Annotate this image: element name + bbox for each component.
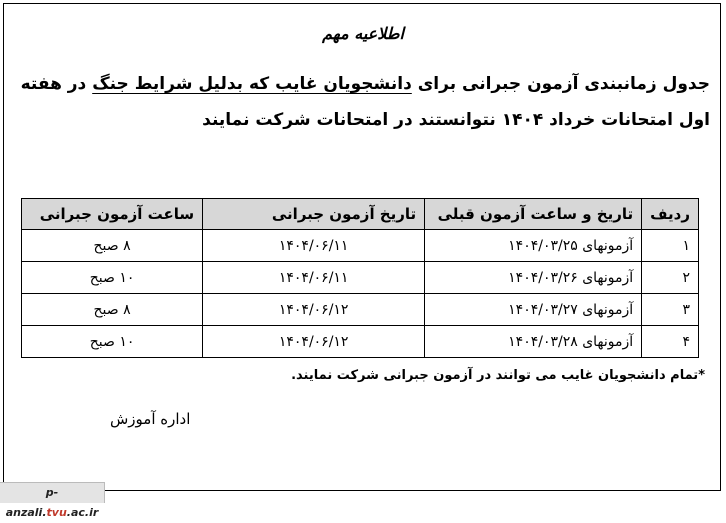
watermark-suffix: .ac.ir [66, 506, 99, 519]
table-row [22, 230, 699, 262]
previous-exam-cell: آزمونهای ۱۴۰۴/۰۳/۲۶ [425, 262, 642, 294]
intro-text-start: جدول زمانبندی آزمون جبرانی برای [411, 74, 710, 94]
makeup-time-cell: ۸ صبح [22, 230, 203, 262]
notice-intro [20, 66, 710, 138]
page-title: اطلاعیه مهم [322, 24, 404, 43]
makeup-time-cell: ۱۰ صبح [22, 326, 203, 358]
makeup-exam-schedule-table [21, 198, 699, 358]
makeup-date-cell: ۱۴۰۴/۰۶/۱۱ [203, 230, 425, 262]
signature: اداره آموزش [110, 410, 191, 428]
row-number-cell: ۱ [642, 230, 699, 262]
header-row-number: ردیف [642, 199, 699, 230]
makeup-date-cell: ۱۴۰۴/۰۶/۱۱ [203, 262, 425, 294]
intro-text-underlined: دانشجویان غایب که بدلیل شرایط جنگ [92, 74, 412, 94]
makeup-date-cell: ۱۴۰۴/۰۶/۱۲ [203, 294, 425, 326]
makeup-time-cell: ۱۰ صبح [22, 262, 203, 294]
header-makeup-time: ساعت آزمون جبرانی [22, 199, 203, 230]
row-number-cell: ۲ [642, 262, 699, 294]
makeup-time-cell: ۸ صبح [22, 294, 203, 326]
site-watermark [0, 482, 105, 519]
header-previous-exam: تاریخ و ساعت آزمون قبلی [425, 199, 642, 230]
previous-exam-cell: آزمونهای ۱۴۰۴/۰۳/۲۵ [425, 230, 642, 262]
previous-exam-cell: آزمونهای ۱۴۰۴/۰۳/۲۸ [425, 326, 642, 358]
intro-text-end: در هفته اول امتحانات خرداد ۱۴۰۴ نتوانستند در امتحانات شرکت نمایند [20, 74, 710, 130]
watermark-accent: tvu [46, 506, 67, 519]
table-row [22, 294, 699, 326]
row-number-cell: ۳ [642, 294, 699, 326]
previous-exam-cell: آزمونهای ۱۴۰۴/۰۳/۲۷ [425, 294, 642, 326]
table-row [22, 326, 699, 358]
table-header-row [22, 199, 699, 230]
watermark-prefix: p-anzali. [5, 486, 59, 519]
makeup-date-cell: ۱۴۰۴/۰۶/۱۲ [203, 326, 425, 358]
header-makeup-date: تاریخ آزمون جبرانی [203, 199, 425, 230]
table-row [22, 262, 699, 294]
row-number-cell: ۴ [642, 326, 699, 358]
footnote: *تمام دانشجویان غایب می توانند در آزمون جبرانی شرکت نمایند. [291, 368, 705, 383]
